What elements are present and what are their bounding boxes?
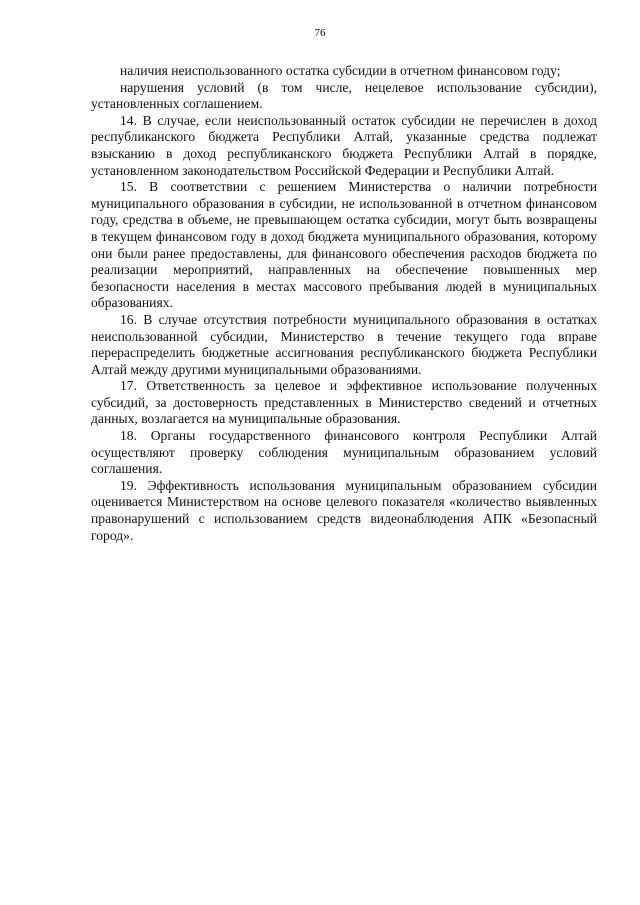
paragraph-clause-19: 19. Эффективность использования муниципальным образованием субсидии оценивается Министерством на основе целевого показателя «количество выявленных правонарушений с использованием средств видеонаблюдения АПК «Безопасный город». [91,477,597,543]
paragraph-clause-18: 18. Органы государственного финансового контроля Республики Алтай осуществляют проверку соблюдения муниципальным образованием условий соглашения. [91,428,597,477]
paragraph-violation-condition: нарушения условий (в том числе, нецелевое использование субсидии), установленных соглашением. [91,79,597,112]
paragraph-clause-16: 16. В случае отсутствия потребности муниципального образования в остатках неиспользованной субсидии, Министерство в течение текущего года вправе перераспределить бюджетные ассигнования республиканского бюджета Республики Алтай между другими муниципальными образованиями. [91,311,597,377]
document-body [91,63,597,544]
paragraph-clause-17: 17. Ответственность за целевое и эффективное использование полученных субсидий, за достоверность представленных в Министерство сведений и отчетных данных, возлагается на муниципальные образования. [91,378,597,427]
paragraph-clause-15: 15. В соответствии с решением Министерства о наличии потребности муниципального образования в субсидии, не использованной в отчетном финансовом году, средства в объеме, не превышающем остатка субсидии, могут быть возвращены в текущем финансовом году в доход бюджета муниципального образования, которому они были ранее предоставлены, для финансового обеспечения расходов бюджета по реализации мероприятий, направленных на обеспечение повышенных мер безопасности населения в местах массового пребывания людей в муниципальных образованиях. [91,179,597,311]
paragraph-unused-balance-condition: наличия неиспользованного остатка субсидии в отчетном финансовом году; [120,63,561,78]
page-number: 76 [314,27,326,39]
paragraph-clause-14: 14. В случае, если неиспользованный остаток субсидии не перечислен в доход республиканского бюджета Республики Алтай, указанные средства подлежат взысканию в доход республиканского бюджета Республики Алтай в порядке, установленном законодательством Российской Федерации и Республики Алтай. [91,112,597,178]
